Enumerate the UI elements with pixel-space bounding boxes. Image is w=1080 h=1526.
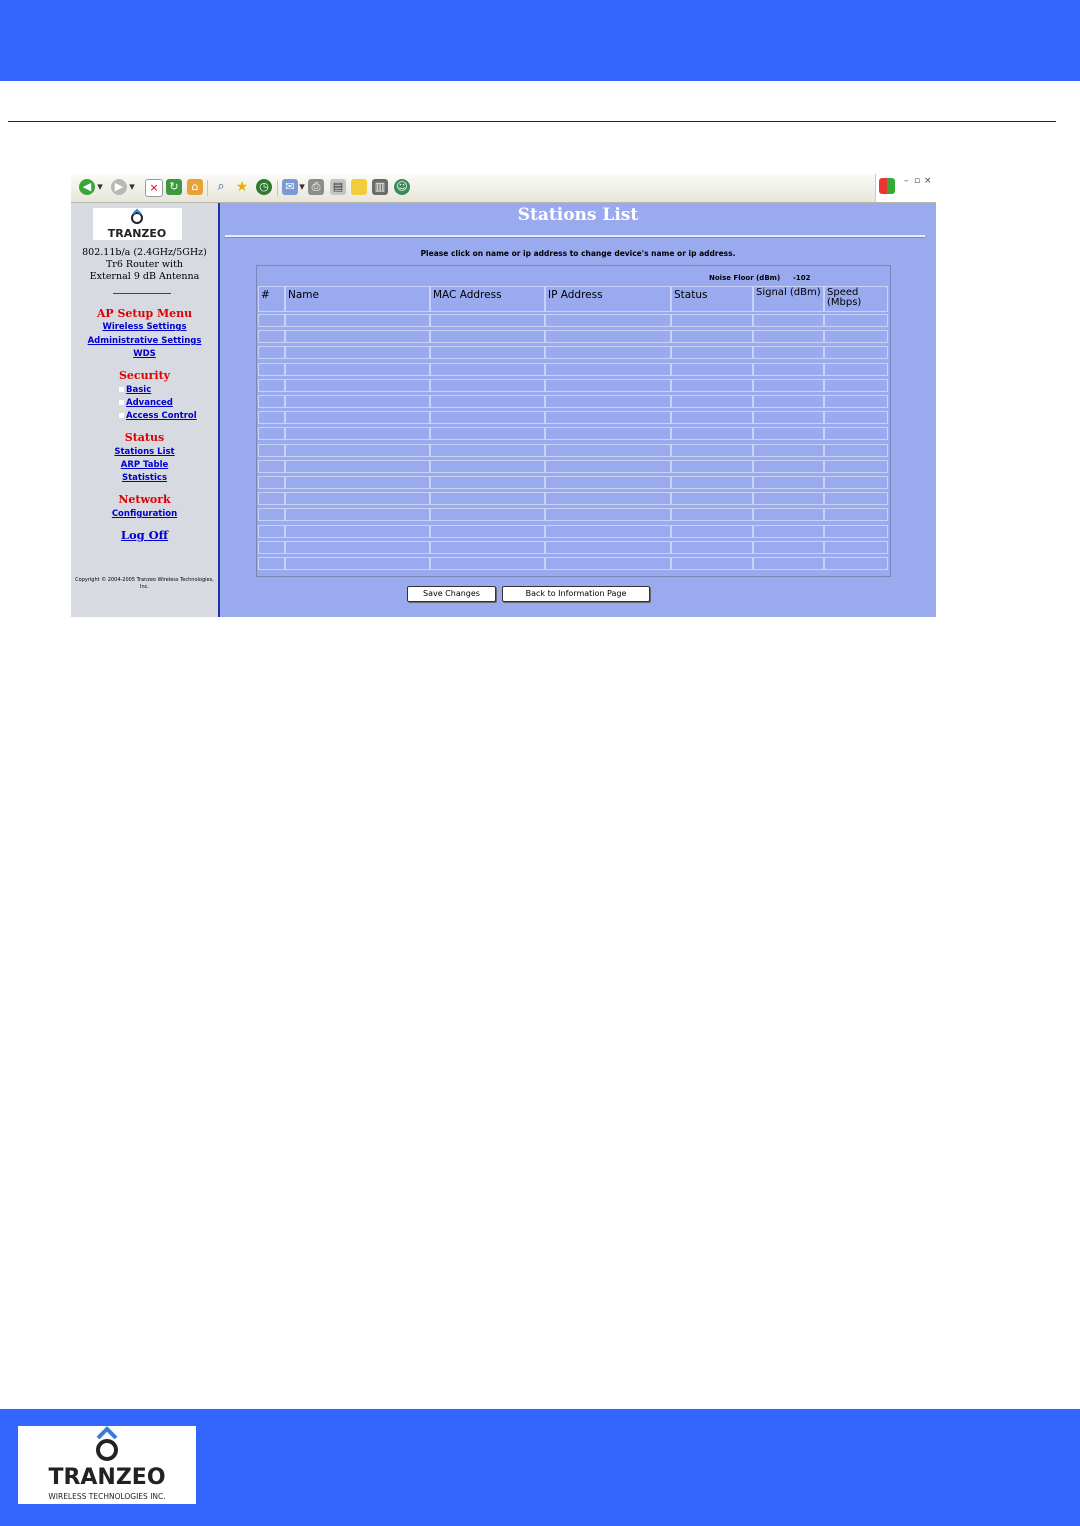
footer-brand-text: TRANZEO bbox=[48, 1465, 166, 1490]
windows-logo-icon bbox=[879, 178, 895, 194]
sidebar-link-wireless-settings[interactable]: Wireless Settings bbox=[102, 322, 187, 332]
table-row bbox=[258, 476, 889, 491]
table-cell-name[interactable] bbox=[285, 346, 430, 359]
close-icon[interactable]: × bbox=[924, 176, 932, 186]
sidebar-link-basic[interactable] bbox=[119, 385, 219, 395]
column-header-ip-address: IP Address bbox=[545, 286, 671, 312]
favorites-icon[interactable]: ★ bbox=[235, 179, 249, 195]
table-cell-signal bbox=[753, 508, 824, 521]
table-cell-number bbox=[258, 314, 285, 327]
table-cell-mac-address bbox=[430, 411, 545, 424]
header-band bbox=[0, 0, 1080, 81]
security-section-title: Security bbox=[118, 369, 171, 382]
model-line: Tr6 Router with bbox=[105, 259, 184, 270]
table-row bbox=[258, 411, 889, 426]
stations-table bbox=[256, 265, 891, 577]
table-cell-mac-address bbox=[430, 330, 545, 343]
table-row bbox=[258, 363, 889, 378]
model-line: External 9 dB Antenna bbox=[89, 271, 200, 282]
footer-logo bbox=[18, 1426, 196, 1504]
table-cell-mac-address bbox=[430, 492, 545, 505]
table-cell-mac-address bbox=[430, 395, 545, 408]
table-cell-signal bbox=[753, 314, 824, 327]
back-dropdown-icon[interactable]: ▾ bbox=[97, 180, 103, 193]
table-row bbox=[258, 557, 889, 572]
table-cell-ip-address[interactable] bbox=[545, 363, 671, 376]
restore-icon[interactable]: ▫ bbox=[914, 176, 921, 186]
table-cell-status bbox=[671, 476, 753, 489]
discuss-icon[interactable] bbox=[351, 179, 367, 195]
back-icon[interactable]: ◀ bbox=[79, 179, 95, 195]
table-cell-name[interactable] bbox=[285, 395, 430, 408]
forward-icon[interactable]: ▶ bbox=[111, 179, 127, 195]
status-section-title: Status bbox=[124, 431, 165, 444]
table-cell-number bbox=[258, 557, 285, 570]
table-cell-name[interactable] bbox=[285, 411, 430, 424]
table-row bbox=[258, 460, 889, 475]
table-cell-signal bbox=[753, 525, 824, 538]
table-cell-name[interactable] bbox=[285, 427, 430, 440]
table-cell-number bbox=[258, 379, 285, 392]
table-cell-mac-address bbox=[430, 363, 545, 376]
table-row bbox=[258, 427, 889, 442]
table-cell-signal bbox=[753, 444, 824, 457]
link-label[interactable]: Advanced bbox=[126, 398, 173, 408]
table-cell-signal bbox=[753, 411, 824, 424]
model-line: 802.11b/a (2.4GHz/5GHz) bbox=[82, 247, 207, 258]
print-icon[interactable]: ⎙ bbox=[308, 179, 324, 195]
table-cell-ip-address[interactable] bbox=[545, 508, 671, 521]
table-cell-ip-address[interactable] bbox=[545, 557, 671, 570]
table-cell-ip-address[interactable] bbox=[545, 330, 671, 343]
table-cell-status bbox=[671, 363, 753, 376]
table-cell-status bbox=[671, 508, 753, 521]
table-cell-status bbox=[671, 460, 753, 473]
header-rule bbox=[8, 121, 1056, 122]
column-header-speed: Speed (Mbps) bbox=[824, 286, 888, 312]
table-cell-name[interactable] bbox=[285, 541, 430, 554]
bullet-icon bbox=[119, 413, 124, 418]
sidebar-divider bbox=[113, 293, 171, 294]
bullet-icon bbox=[119, 387, 124, 392]
table-cell-status bbox=[671, 379, 753, 392]
sidebar-link-advanced[interactable] bbox=[119, 398, 219, 408]
sidebar-link-wds[interactable]: WDS bbox=[133, 349, 156, 359]
table-cell-speed bbox=[824, 508, 888, 521]
table-cell-signal bbox=[753, 557, 824, 570]
brand-text: TRANZEO bbox=[107, 227, 167, 240]
refresh-icon[interactable]: ↻ bbox=[166, 179, 182, 195]
table-cell-speed bbox=[824, 492, 888, 505]
table-cell-speed bbox=[824, 346, 888, 359]
table-cell-speed bbox=[824, 314, 888, 327]
table-cell-signal bbox=[753, 330, 824, 343]
column-header-signal: Signal (dBm) bbox=[753, 286, 824, 312]
table-cell-status bbox=[671, 541, 753, 554]
instruction-text: Please click on name or ip address to change device's name or ip address. bbox=[420, 249, 736, 258]
log-off-link[interactable]: Log Off bbox=[120, 528, 169, 542]
table-row bbox=[258, 508, 889, 523]
table-row bbox=[258, 346, 889, 361]
back-to-information-page-button[interactable]: Back to Information Page bbox=[502, 586, 650, 602]
sidebar-link-stations-list[interactable]: Stations List bbox=[114, 447, 175, 457]
ap-setup-menu-title: AP Setup Menu bbox=[96, 307, 193, 320]
table-cell-status bbox=[671, 346, 753, 359]
sidebar-link-arp-table[interactable]: ARP Table bbox=[120, 460, 169, 470]
table-cell-number bbox=[258, 363, 285, 376]
copyright-text: Copyright © 2004-2005 Tranzeo Wireless Technologies, Inc. bbox=[75, 577, 214, 590]
mail-dropdown-icon[interactable]: ▾ bbox=[299, 180, 305, 193]
model-description bbox=[71, 247, 218, 283]
table-cell-name[interactable] bbox=[285, 525, 430, 538]
table-cell-status bbox=[671, 395, 753, 408]
table-cell-ip-address[interactable] bbox=[545, 411, 671, 424]
table-cell-speed bbox=[824, 541, 888, 554]
search-icon[interactable]: ⌕ bbox=[217, 179, 225, 194]
table-cell-speed bbox=[824, 557, 888, 570]
noise-floor-label: Noise Floor (dBm) bbox=[709, 274, 781, 282]
table-cell-status bbox=[671, 411, 753, 424]
title-divider bbox=[225, 235, 925, 238]
toolbar-separator bbox=[207, 180, 208, 196]
table-cell-mac-address bbox=[430, 346, 545, 359]
table-row bbox=[258, 525, 889, 540]
table-cell-number bbox=[258, 460, 285, 473]
history-icon[interactable]: ◷ bbox=[256, 179, 272, 195]
table-cell-ip-address[interactable] bbox=[545, 444, 671, 457]
table-cell-number bbox=[258, 476, 285, 489]
messenger-icon[interactable]: ☺ bbox=[394, 179, 410, 195]
table-cell-number bbox=[258, 427, 285, 440]
table-cell-mac-address bbox=[430, 460, 545, 473]
table-cell-name[interactable] bbox=[285, 330, 430, 343]
sidebar bbox=[71, 203, 220, 617]
table-cell-number bbox=[258, 330, 285, 343]
table-cell-number bbox=[258, 541, 285, 554]
mail-icon[interactable]: ✉ bbox=[282, 179, 298, 195]
noise-floor-value: -102 bbox=[793, 274, 811, 282]
table-cell-name[interactable] bbox=[285, 444, 430, 457]
sidebar-link-access-control[interactable] bbox=[119, 411, 219, 421]
column-header-mac-address: MAC Address bbox=[430, 286, 545, 312]
brand-logo bbox=[93, 208, 182, 240]
table-cell-status bbox=[671, 444, 753, 457]
table-cell-mac-address bbox=[430, 525, 545, 538]
table-cell-ip-address[interactable] bbox=[545, 541, 671, 554]
table-cell-name[interactable] bbox=[285, 314, 430, 327]
table-cell-signal bbox=[753, 541, 824, 554]
research-icon[interactable]: ▥ bbox=[372, 179, 388, 195]
home-icon[interactable]: ⌂ bbox=[187, 179, 203, 195]
column-header-status: Status bbox=[671, 286, 753, 312]
table-row bbox=[258, 541, 889, 556]
bullet-icon bbox=[119, 400, 124, 405]
table-row bbox=[258, 379, 889, 394]
table-cell-mac-address bbox=[430, 541, 545, 554]
browser-toolbar bbox=[71, 174, 936, 203]
footer-tagline: WIRELESS TECHNOLOGIES INC. bbox=[48, 1492, 166, 1501]
table-cell-number bbox=[258, 444, 285, 457]
table-row bbox=[258, 395, 889, 410]
table-cell-signal bbox=[753, 492, 824, 505]
table-cell-number bbox=[258, 492, 285, 505]
table-cell-name[interactable] bbox=[285, 363, 430, 376]
table-cell-name[interactable] bbox=[285, 460, 430, 473]
table-cell-ip-address[interactable] bbox=[545, 525, 671, 538]
table-cell-ip-address[interactable] bbox=[545, 379, 671, 392]
table-cell-name[interactable] bbox=[285, 557, 430, 570]
table-cell-signal bbox=[753, 427, 824, 440]
table-row bbox=[258, 314, 889, 329]
column-header-name: Name bbox=[285, 286, 430, 312]
table-cell-status bbox=[671, 314, 753, 327]
table-cell-signal bbox=[753, 460, 824, 473]
page-title: Stations List bbox=[517, 205, 639, 225]
table-cell-ip-address[interactable] bbox=[545, 460, 671, 473]
main-content bbox=[220, 203, 936, 617]
table-cell-speed bbox=[824, 476, 888, 489]
table-cell-mac-address bbox=[430, 379, 545, 392]
table-cell-speed bbox=[824, 395, 888, 408]
toolbar-separator bbox=[277, 180, 278, 196]
edit-icon[interactable]: ▤ bbox=[330, 179, 346, 195]
table-cell-status bbox=[671, 330, 753, 343]
table-cell-status bbox=[671, 492, 753, 505]
sidebar-link-administrative-settings[interactable]: Administrative Settings bbox=[87, 336, 202, 346]
table-cell-signal bbox=[753, 476, 824, 489]
table-row bbox=[258, 492, 889, 507]
table-cell-mac-address bbox=[430, 476, 545, 489]
link-label[interactable]: Basic bbox=[126, 385, 152, 395]
table-cell-speed bbox=[824, 460, 888, 473]
table-cell-signal bbox=[753, 363, 824, 376]
table-cell-ip-address[interactable] bbox=[545, 395, 671, 408]
table-cell-status bbox=[671, 427, 753, 440]
table-cell-name[interactable] bbox=[285, 379, 430, 392]
link-label[interactable]: Access Control bbox=[126, 411, 197, 421]
table-cell-mac-address bbox=[430, 444, 545, 457]
table-cell-speed bbox=[824, 330, 888, 343]
table-cell-ip-address[interactable] bbox=[545, 476, 671, 489]
table-cell-signal bbox=[753, 346, 824, 359]
table-cell-ip-address[interactable] bbox=[545, 346, 671, 359]
stop-icon[interactable]: × bbox=[145, 179, 163, 197]
table-cell-name[interactable] bbox=[285, 476, 430, 489]
table-cell-name[interactable] bbox=[285, 492, 430, 505]
table-cell-ip-address[interactable] bbox=[545, 427, 671, 440]
table-cell-speed bbox=[824, 427, 888, 440]
table-cell-speed bbox=[824, 525, 888, 538]
table-cell-number bbox=[258, 508, 285, 521]
table-row bbox=[258, 330, 889, 345]
table-cell-number bbox=[258, 395, 285, 408]
table-cell-mac-address bbox=[430, 427, 545, 440]
table-row bbox=[258, 444, 889, 459]
table-cell-number bbox=[258, 411, 285, 424]
table-cell-speed bbox=[824, 411, 888, 424]
minimize-icon[interactable]: – bbox=[904, 176, 909, 186]
browser-screenshot bbox=[71, 174, 936, 617]
sidebar-link-configuration[interactable]: Configuration bbox=[111, 509, 178, 519]
table-cell-number bbox=[258, 346, 285, 359]
table-cell-ip-address[interactable] bbox=[545, 492, 671, 505]
table-cell-status bbox=[671, 525, 753, 538]
sidebar-link-statistics[interactable]: Statistics bbox=[121, 473, 168, 483]
forward-dropdown-icon[interactable]: ▾ bbox=[129, 180, 135, 193]
table-cell-speed bbox=[824, 379, 888, 392]
table-cell-number bbox=[258, 525, 285, 538]
table-cell-mac-address bbox=[430, 508, 545, 521]
table-cell-mac-address bbox=[430, 557, 545, 570]
table-cell-speed bbox=[824, 444, 888, 457]
column-header-number: # bbox=[258, 286, 285, 312]
table-cell-mac-address bbox=[430, 314, 545, 327]
save-changes-button[interactable]: Save Changes bbox=[407, 586, 496, 602]
table-cell-speed bbox=[824, 363, 888, 376]
table-cell-name[interactable] bbox=[285, 508, 430, 521]
table-cell-signal bbox=[753, 395, 824, 408]
table-cell-ip-address[interactable] bbox=[545, 314, 671, 327]
table-cell-status bbox=[671, 557, 753, 570]
table-cell-signal bbox=[753, 379, 824, 392]
network-section-title: Network bbox=[118, 493, 171, 506]
window-controls bbox=[875, 174, 936, 202]
